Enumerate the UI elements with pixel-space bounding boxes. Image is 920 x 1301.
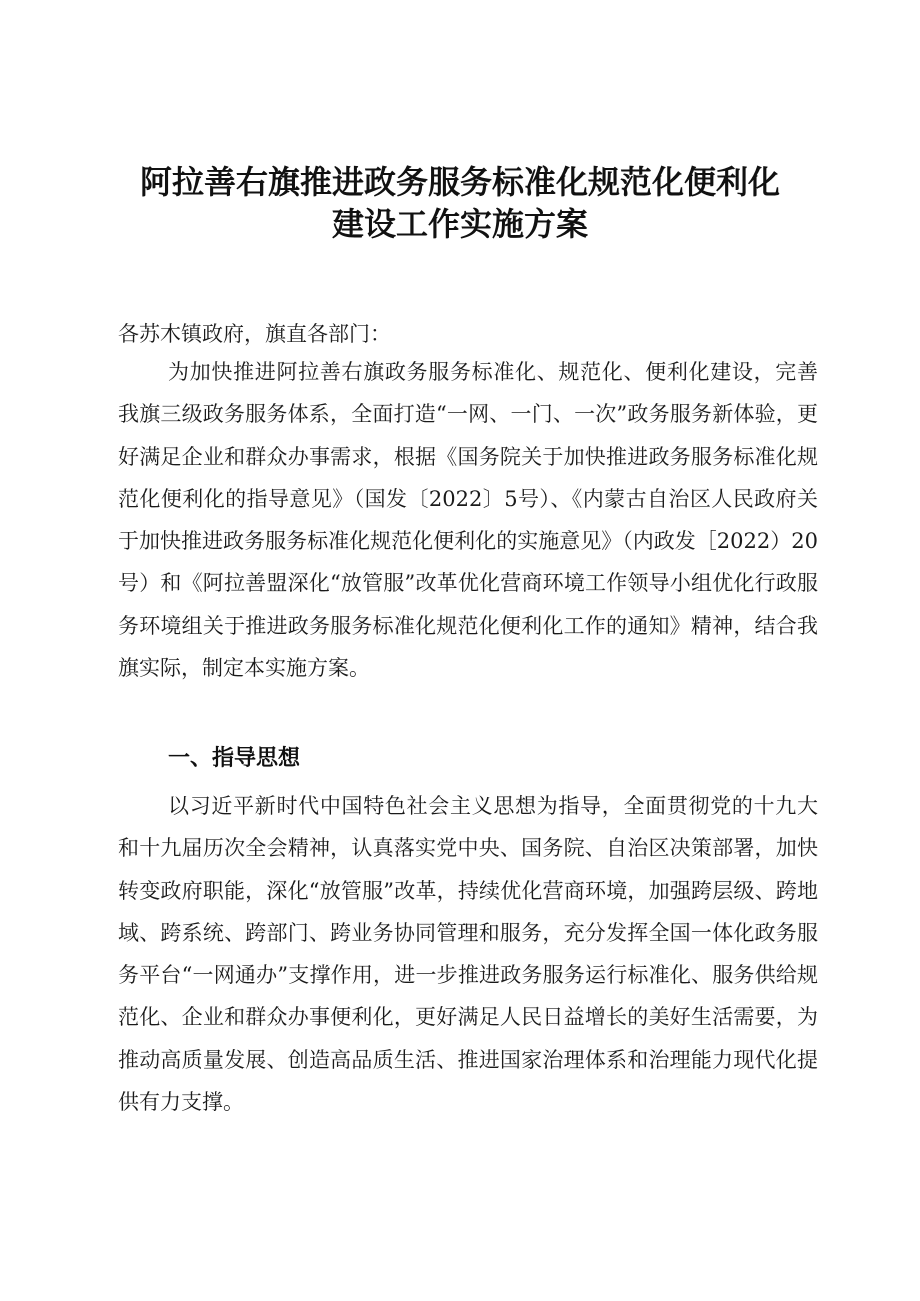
- section-paragraph-guiding-ideology: 以习近平新时代中国特色社会主义思想为指导，全面贯彻党的十九大和十九届历次全会精神，认真落实党中央、国务院、自治区决策部署，加快转变政府职能，深化“放管服”改革，持续优化营商环境，加强跨层级、跨地域、跨系统、跨部门、跨业务协同管理和服务，充分发挥全国一体化政务服务平台“一网通办”支撑作用，进一步推进政务服务运行标准化、服务供给规范化、企业和群众办事便利化，更好满足人民日益增长的美好生活需要，为推动高质量发展、创造高品质生活、推进国家治理体系和治理能力现代化提供有力支撑。: [118, 794, 818, 1115]
- salutation: 各苏木镇政府，旗直各部门：: [118, 322, 391, 346]
- document-title-line-1: 阿拉善右旗推进政务服务标准化规范化便利化: [139, 163, 780, 201]
- intro-paragraph: 为加快推进阿拉善右旗政务服务标准化、规范化、便利化建设，完善我旗三级政务服务体系，全面打造“一网、一门、一次”政务服务新体验，更好满足企业和群众办事需求，根据《国务院关于加快推进政务服务标准化规范化便利化的指导意见》（国发〔2022〕5号）、《内蒙古自治区人民政府关于加快推进政务服务标准化规范化便利化的实施意见》（内政发［2022）20号）和《阿拉善盟深化“放管服”改革优化营商环境工作领导小组优化行政服务环境组关于推进政务服务标准化规范化便利化工作的通知》精神，结合我旗实际，制定本实施方案。: [118, 360, 818, 681]
- section-heading-guiding-ideology: 一、指导思想: [168, 746, 301, 771]
- document-title-line-2: 建设工作实施方案: [331, 205, 588, 243]
